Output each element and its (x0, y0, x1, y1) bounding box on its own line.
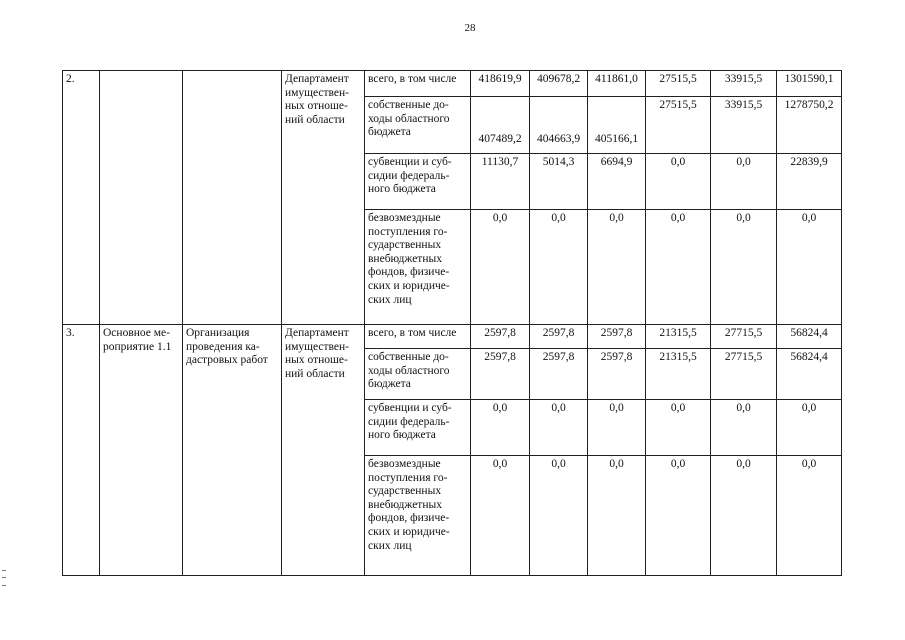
budget-table (62, 70, 842, 576)
text-line: собственные до- (368, 351, 449, 363)
text-line: поступления го- (368, 225, 448, 238)
row-number-cell: 3. (63, 325, 100, 576)
value-cell: 11130,7 (471, 154, 530, 210)
text-line: роприятие 1.1 (103, 340, 172, 353)
value-cell: 5014,3 (530, 154, 588, 210)
department-cell (282, 325, 365, 576)
text-line: имуществен- (285, 340, 350, 353)
text-line: проведения ка- (186, 340, 260, 353)
text-line: всего, в том числе (368, 73, 457, 85)
text-line: внебюджетных (368, 252, 442, 265)
funding-source-cell (365, 97, 471, 154)
text-line: бюджета (368, 126, 411, 139)
value-cell: 0,0 (588, 400, 646, 456)
text-line: поступления го- (368, 471, 448, 484)
value-cell: 0,0 (711, 456, 777, 576)
value-cell: 405166,1 (588, 97, 646, 154)
value-cell: 1278750,2 (777, 97, 842, 154)
value-cell: 0,0 (777, 210, 842, 325)
activity-cell (183, 325, 282, 576)
text-line: фондов, физиче- (368, 266, 450, 279)
funding-source-cell (365, 456, 471, 576)
value-cell: 0,0 (646, 154, 711, 210)
text-line: ских и юридиче- (368, 525, 450, 538)
text-line: ских лиц (368, 293, 412, 306)
funding-source-cell (365, 349, 471, 400)
value-cell: 27515,5 (646, 97, 711, 154)
text-line: субвенции и суб- (368, 156, 452, 168)
value-cell: 2597,8 (588, 325, 646, 349)
text-line: безвозмездные (368, 458, 441, 470)
value-cell: 27715,5 (711, 325, 777, 349)
value-cell: 0,0 (646, 400, 711, 456)
text-line: внебюджетных (368, 498, 442, 511)
value-cell: 409678,2 (530, 71, 588, 97)
value-cell: 418619,9 (471, 71, 530, 97)
funding-source-cell (365, 71, 471, 97)
value-cell: 404663,9 (530, 97, 588, 154)
value-cell: 2597,8 (471, 349, 530, 400)
value-cell: 0,0 (588, 210, 646, 325)
text-line: ских лиц (368, 539, 412, 552)
text-line: ходы областного (368, 364, 450, 377)
value-cell: 56824,4 (777, 325, 842, 349)
value-cell: 0,0 (777, 400, 842, 456)
text-line: безвозмездные (368, 212, 441, 224)
text-line: сударственных (368, 239, 442, 252)
value-cell: 0,0 (646, 456, 711, 576)
value-cell: 0,0 (711, 400, 777, 456)
text-line: дастровых работ (186, 354, 268, 367)
text-line: фондов, физиче- (368, 512, 450, 525)
funding-source-cell (365, 400, 471, 456)
text-line: Департамент (285, 327, 349, 339)
text-line: ного бюджета (368, 429, 436, 442)
value-cell: 27515,5 (646, 71, 711, 97)
value-cell: 21315,5 (646, 325, 711, 349)
table-row (63, 71, 842, 97)
value-cell: 2597,8 (530, 325, 588, 349)
value-cell: 0,0 (777, 456, 842, 576)
row-number-cell: 2. (63, 71, 100, 325)
measure-name-cell (100, 71, 183, 325)
text-line: ний области (285, 367, 345, 380)
text-line: Организация (186, 327, 250, 339)
text-line: ных отноше- (285, 354, 348, 367)
value-cell: 2597,8 (471, 325, 530, 349)
value-cell: 0,0 (471, 210, 530, 325)
text-line: ходы областного (368, 112, 450, 125)
value-cell: 0,0 (646, 210, 711, 325)
text-line: ских и юридиче- (368, 279, 450, 292)
text-line: субвенции и суб- (368, 402, 452, 414)
text-line: Департамент (285, 73, 349, 85)
value-cell: 0,0 (471, 400, 530, 456)
value-cell: 1301590,1 (777, 71, 842, 97)
page-number: 28 (464, 22, 476, 34)
text-line: ний области (285, 113, 345, 126)
table-row (63, 325, 842, 349)
value-cell: 0,0 (711, 210, 777, 325)
value-cell: 0,0 (471, 456, 530, 576)
value-cell: 33915,5 (711, 71, 777, 97)
value-cell: 407489,2 (471, 97, 530, 154)
text-line: ного бюджета (368, 183, 436, 196)
value-cell: 0,0 (530, 210, 588, 325)
text-line: собственные до- (368, 99, 449, 111)
text-line: Основное ме- (103, 327, 170, 339)
measure-name-cell (100, 325, 183, 576)
value-cell: 22839,9 (777, 154, 842, 210)
department-cell (282, 71, 365, 325)
value-cell: 27715,5 (711, 349, 777, 400)
text-line: бюджета (368, 378, 411, 391)
value-cell: 411861,0 (588, 71, 646, 97)
margin-mark (2, 570, 6, 586)
value-cell: 6694,9 (588, 154, 646, 210)
funding-source-cell (365, 325, 471, 349)
value-cell: 56824,4 (777, 349, 842, 400)
text-line: всего, в том числе (368, 327, 457, 339)
value-cell: 0,0 (711, 154, 777, 210)
text-line: сударственных (368, 485, 442, 498)
value-cell: 2597,8 (588, 349, 646, 400)
value-cell: 0,0 (530, 400, 588, 456)
value-cell: 0,0 (530, 456, 588, 576)
text-line: сидии федераль- (368, 169, 450, 182)
activity-cell (183, 71, 282, 325)
text-line: сидии федераль- (368, 415, 450, 428)
value-cell: 2597,8 (530, 349, 588, 400)
text-line: имуществен- (285, 86, 350, 99)
funding-source-cell (365, 210, 471, 325)
value-cell: 33915,5 (711, 97, 777, 154)
funding-source-cell (365, 154, 471, 210)
value-cell: 21315,5 (646, 349, 711, 400)
text-line: ных отноше- (285, 100, 348, 113)
value-cell: 0,0 (588, 456, 646, 576)
